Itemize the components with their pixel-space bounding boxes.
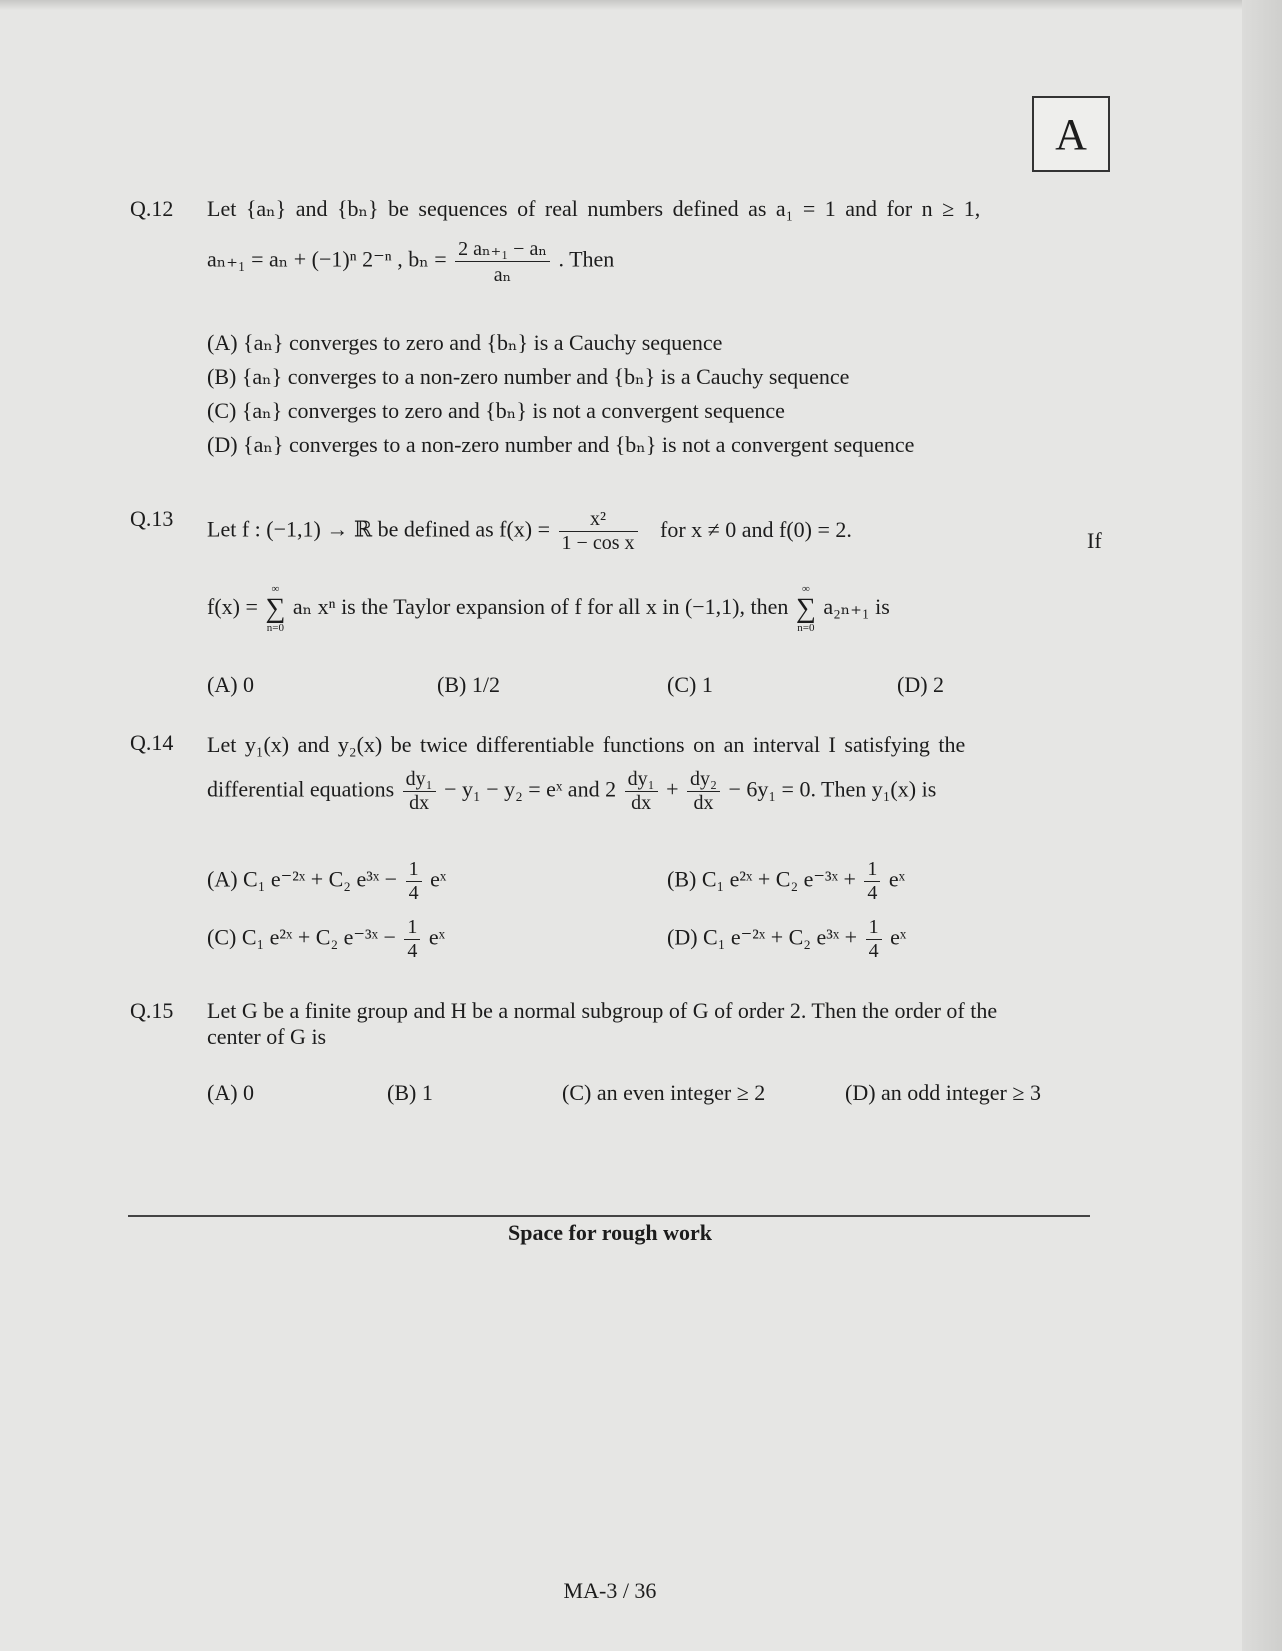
q13-line1-b: for x ≠ 0 and f(0) = 2. — [660, 516, 852, 542]
q14-opt-a-post: eˣ — [430, 866, 447, 892]
q14-option-b — [667, 858, 905, 905]
q14-opt-d-num: 1 — [866, 916, 882, 940]
q14-d2-num: dy₁ — [625, 768, 658, 792]
q13-number: Q.13 — [130, 506, 174, 531]
q12-option-b: (B) {aₙ} converges to a non-zero number and {bₙ} is a Cauchy sequence — [207, 364, 850, 389]
q13-frac-num: x² — [559, 508, 638, 532]
q14-opt-d-pre: (D) C₁ e⁻²ˣ + C₂ e³ˣ + — [667, 924, 858, 950]
q14-d1-num: dy₁ — [403, 768, 436, 792]
q14-opt-a-pre: (A) C₁ e⁻²ˣ + C₂ e³ˣ − — [207, 866, 398, 892]
q13-sum2-top: ∞ — [801, 583, 810, 595]
q12-then: . Then — [558, 246, 615, 272]
q12-bn-fraction — [455, 236, 550, 287]
q14-d2-den: dx — [631, 792, 652, 814]
q14-plus: + — [666, 776, 679, 802]
q13-line1-a: Let f : (−1,1) → ℝ be defined as f(x) = — [207, 516, 551, 542]
q14-line2-b: − y₁ − y₂ = eˣ and 2 — [444, 776, 617, 802]
q14-opt-d-post: eˣ — [890, 924, 907, 950]
q13-line1 — [207, 508, 1107, 555]
q13-sum2-bottom: n=0 — [797, 622, 815, 634]
q12-option-a: (A) {aₙ} converges to zero and {bₙ} is a Cauchy sequence — [207, 330, 723, 355]
q15-line1: Let G be a finite group and H be a normal subgroup of G of order 2. Then the order of the — [207, 998, 998, 1023]
q14-option-d — [667, 916, 906, 963]
q15-line2: center of G is — [207, 1024, 327, 1049]
q14-opt-c-post: eˣ — [428, 924, 446, 950]
q15-option-d: (D) an odd integer ≥ 3 — [845, 1080, 1041, 1105]
q14-opt-c-fraction — [404, 916, 420, 963]
q14-opt-d-den: 4 — [868, 940, 879, 962]
q15-option-c: (C) an even integer ≥ 2 — [562, 1080, 766, 1105]
q12-option-c: (C) {aₙ} converges to zero and {bₙ} is not a convergent sequence — [207, 398, 785, 423]
q14-d1-den: dx — [409, 792, 430, 814]
rough-work-label: Space for rough work — [508, 1220, 712, 1245]
q14-opt-c-num: 1 — [404, 916, 420, 940]
q13-sum1-top: ∞ — [271, 583, 280, 595]
q14-opt-a-fraction — [406, 858, 422, 905]
q14-line2-c: − 6y₁ = 0. Then y₁(x) is — [728, 776, 937, 802]
q14-opt-c-den: 4 — [407, 940, 418, 962]
q14-number: Q.14 — [130, 730, 174, 755]
q15-option-b: (B) 1 — [387, 1080, 433, 1105]
q14-opt-a-num: 1 — [406, 858, 422, 882]
q15-number: Q.15 — [130, 998, 174, 1023]
q13-line2-a: f(x) = — [207, 594, 258, 620]
q12-option-d: (D) {aₙ} converges to a non-zero number and {bₙ} is not a convergent sequence — [207, 432, 915, 457]
q14-line1: Let y₁(x) and y₂(x) be twice differentiable functions on an interval I satisfying the — [207, 732, 966, 757]
q12-recurrence-line — [207, 236, 614, 287]
q13-sum-1 — [265, 584, 285, 634]
q14-d3-num: dy₂ — [687, 768, 720, 792]
q14-line2 — [207, 768, 936, 815]
q13-option-d: (D) 2 — [897, 672, 945, 697]
sigma-icon: ∑ — [265, 593, 286, 624]
q13-option-a: (A) 0 — [207, 672, 255, 697]
q14-opt-b-den: 4 — [867, 882, 878, 904]
q15-option-a: (A) 0 — [207, 1080, 255, 1105]
q14-option-c — [207, 916, 445, 963]
q14-derivative-2 — [625, 768, 658, 815]
q14-line2-a: differential equations — [207, 776, 395, 802]
q13-sum-2 — [796, 584, 816, 634]
q14-opt-b-pre: (B) C₁ e²ˣ + C₂ e⁻³ˣ + — [667, 866, 856, 892]
sigma-icon: ∑ — [795, 593, 816, 624]
q14-opt-b-fraction — [864, 858, 880, 905]
q14-opt-b-post: eˣ — [888, 866, 906, 892]
q13-option-b: (B) 1/2 — [437, 672, 500, 697]
page-footer: MA-3 / 36 — [563, 1578, 657, 1603]
q14-d3-den: dx — [693, 792, 714, 814]
q12-frac-num: 2 aₙ₊₁ − aₙ — [455, 236, 550, 262]
q14-opt-b-num: 1 — [864, 858, 880, 882]
q14-opt-d-fraction — [866, 916, 882, 963]
q13-fraction — [559, 508, 638, 555]
q13-line2-c: a₂ₙ₊₁ is — [823, 594, 890, 620]
q14-opt-c-pre: (C) C₁ e²ˣ + C₂ e⁻³ˣ − — [207, 924, 396, 950]
q14-opt-a-den: 4 — [408, 882, 419, 904]
q14-option-a — [207, 858, 446, 905]
q14-derivative-3 — [687, 768, 720, 815]
q14-derivative-1 — [403, 768, 436, 815]
q12-recurrence: aₙ₊₁ = aₙ + (−1)ⁿ 2⁻ⁿ , bₙ = — [207, 246, 447, 272]
q12-intro: Let {aₙ} and {bₙ} be sequences of real numbers defined as a₁ = 1 and for n ≥ 1, — [207, 196, 981, 221]
page-edge — [1242, 0, 1282, 1651]
q13-line2 — [207, 584, 890, 634]
q12-number: Q.12 — [130, 196, 174, 221]
q12-frac-den: aₙ — [493, 264, 512, 286]
set-code-box — [1032, 96, 1110, 172]
page-top-shadow — [0, 0, 1282, 10]
q13-sum1-bottom: n=0 — [266, 622, 284, 634]
set-code: A — [1055, 109, 1087, 159]
q13-option-c: (C) 1 — [667, 672, 713, 697]
q13-if: If — [1087, 528, 1102, 553]
q13-line2-b: aₙ xⁿ is the Taylor expansion of f for all x in (−1,1), then — [292, 594, 789, 620]
q13-frac-den: 1 − cos x — [561, 532, 635, 554]
rough-work-divider — [128, 1215, 1090, 1217]
